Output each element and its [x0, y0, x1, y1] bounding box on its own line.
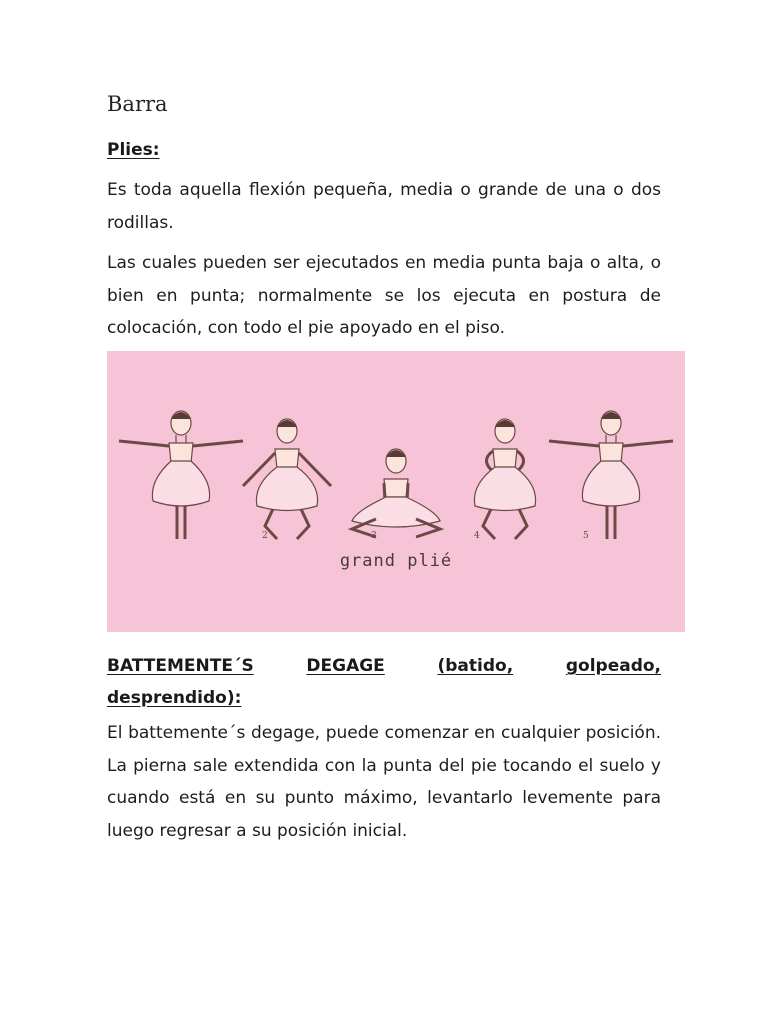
plies-paragraph-1: Es toda aquella flexión pequeña, media o grande de una o dos rodillas. [107, 180, 661, 233]
plies-paragraph-2: Las cuales pueden ser ejecutados en media punta baja o alta, o bien en punta; normalmente se los ejecuta en postura de colocación, con todo el pie apoyado en el piso. [107, 253, 661, 338]
figure-number-4: 4 [474, 531, 480, 541]
figure-number-2: 2 [262, 531, 268, 541]
battement-heading-word-4: golpeado, [565, 656, 661, 676]
figure-number-5: 5 [583, 531, 589, 541]
battement-heading [107, 650, 661, 714]
battement-heading-word-5: desprendido): [107, 688, 242, 708]
dancer-5 [549, 411, 673, 539]
battement-heading-word-1: BATTEMENTE´S [107, 656, 254, 676]
battement-paragraph: El battemente´s degage, puede comenzar en cualquier posición. La pierna sale extendida con la punta del pie tocando el suelo y cuando está en su punto máximo, levantarlo levemente para luego regresar a su posición inicial. [107, 723, 661, 841]
grand-plie-illustration [107, 351, 685, 632]
dancer-1 [119, 411, 243, 539]
dancer-2 [243, 419, 331, 539]
dancer-4 [474, 419, 535, 539]
figure-caption: grand plié [339, 551, 453, 571]
page-title: Barra [107, 92, 168, 116]
figure-number-3: 3 [371, 531, 377, 541]
ballerina-figures [107, 351, 685, 632]
battement-heading-word-2: DEGAGE [306, 656, 385, 676]
battement-heading-word-3: (batido, [437, 656, 514, 676]
dancer-3 [352, 449, 440, 537]
plies-heading: Plies: [107, 140, 160, 160]
